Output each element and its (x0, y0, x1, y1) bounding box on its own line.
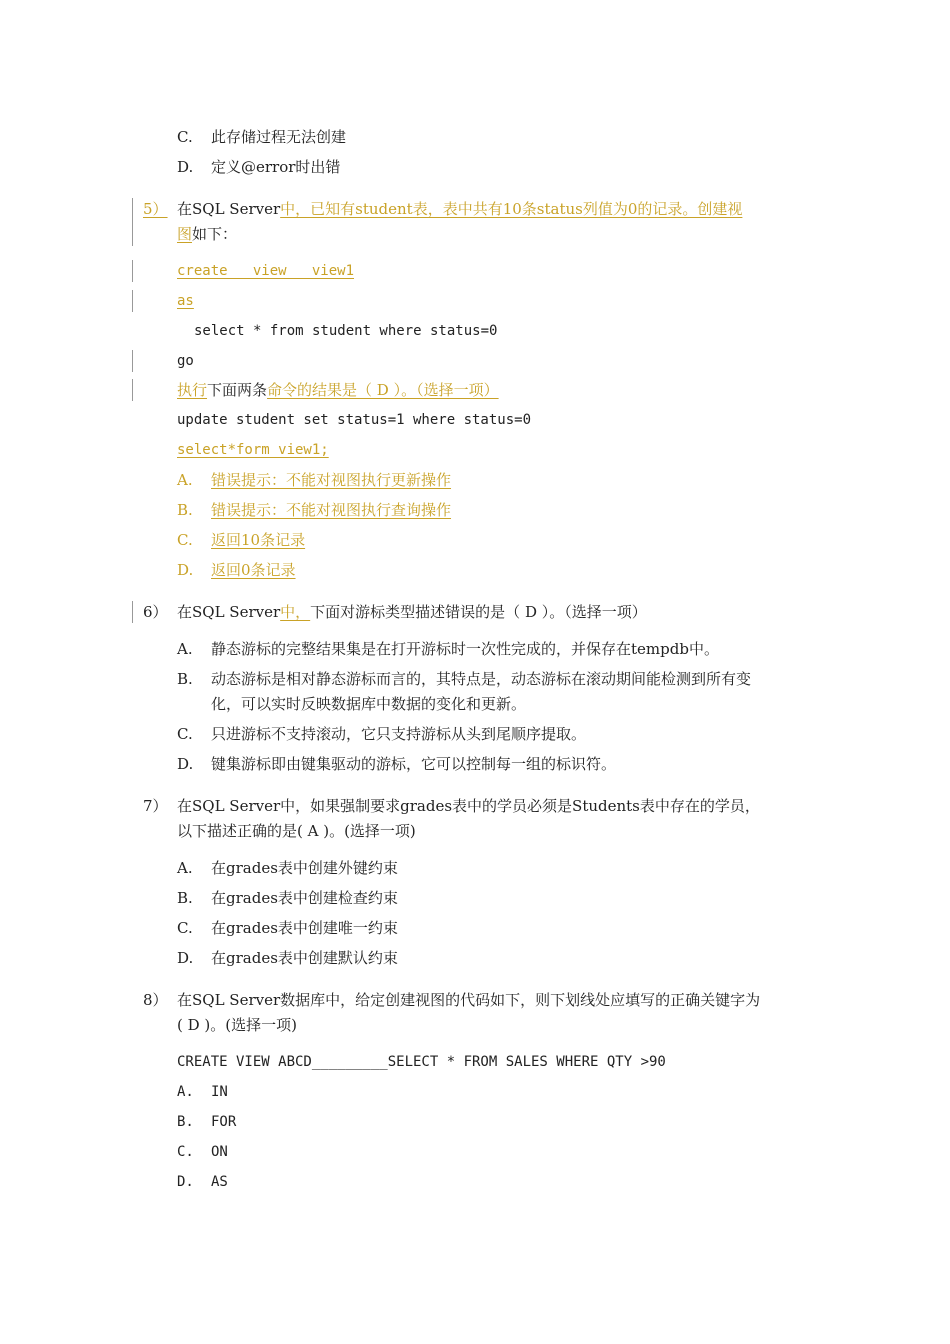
q7-number: 7） (143, 797, 168, 815)
q6-option-b-cont: 化，可以实时反映数据库中数据的变化和更新。 (211, 695, 527, 713)
q5-stem-line1: 在SQL Server中，已知有student表，表中共有10条status列值为0的记录。创建视 (177, 200, 743, 218)
revision-bar (132, 601, 133, 623)
q5-option-a: A. 错误提示：不能对视图执行更新操作 (177, 471, 452, 489)
revision-bar (132, 379, 133, 401)
q5-code-as: as (177, 293, 194, 309)
q6-option-d: D. 键集游标即由键集驱动的游标，它可以控制每一组的标识符。 (177, 755, 617, 773)
q7-option-a: A. 在grades表中创建外键约束 (177, 859, 398, 877)
q5-exec-line: 执行下面两条命令的结果是（ D ）。（选择一项） (177, 381, 499, 399)
q5-code-go: go (177, 353, 194, 369)
q6-option-c: C. 只进游标不支持滚动，它只支持游标从头到尾顺序提取。 (177, 725, 587, 743)
q6-option-b: B. 动态游标是相对静态游标而言的，其特点是，动态游标在滚动期间能检测到所有变 (177, 670, 752, 688)
revision-bar (132, 290, 133, 312)
q7-option-d: D. 在grades表中创建默认约束 (177, 949, 398, 967)
q6-option-a: A. 静态游标的完整结果集是在打开游标时一次性完成的，并保存在tempdb中。 (177, 640, 719, 658)
q5-option-c: C. 返回10条记录 (177, 531, 306, 549)
q5-code-select: select * from student where status=0 (194, 323, 498, 339)
q4-option-d: D. 定义@error时出错 (177, 158, 341, 176)
revision-bar (132, 350, 133, 372)
q6-number: 6） (143, 603, 168, 621)
revision-bar (132, 198, 133, 246)
q7-option-c: C. 在grades表中创建唯一约束 (177, 919, 398, 937)
q5-code-create: create view view1 (177, 263, 355, 279)
q4-option-c: C. 此存储过程无法创建 (177, 128, 347, 146)
q7-stem-line2: 以下描述正确的是( A )。(选择一项) (177, 822, 416, 840)
q5-option-d: D. 返回0条记录 (177, 561, 296, 579)
q8-option-d: D. AS (177, 1174, 228, 1190)
q6-stem: 在SQL Server中，下面对游标类型描述错误的是（ D ）。（选择一项） (177, 603, 647, 621)
q8-code: CREATE VIEW ABCD_________SELECT * FROM SALES WHERE QTY >90 (177, 1054, 666, 1070)
q8-option-a: A. IN (177, 1084, 228, 1100)
q8-stem-line1: 在SQL Server数据库中，给定创建视图的代码如下，则下划线处应填写的正确关键字为 (177, 991, 761, 1009)
q5-code-update: update student set status=1 where status=0 (177, 412, 532, 428)
q5-option-b: B. 错误提示：不能对视图执行查询操作 (177, 501, 452, 519)
q7-option-b: B. 在grades表中创建检查约束 (177, 889, 398, 907)
q8-option-b: B. FOR (177, 1114, 237, 1130)
q5-code-select-view: select*form view1; (177, 442, 329, 458)
revision-bar (132, 260, 133, 282)
q8-stem-line2: ( D )。(选择一项) (177, 1016, 297, 1034)
q5-stem-line2: 图如下： (177, 225, 238, 243)
q8-option-c: C. ON (177, 1144, 228, 1160)
q5-number: 5） (143, 200, 168, 218)
q7-stem-line1: 在SQL Server中，如果强制要求grades表中的学员必须是Students表中存在的学员， (177, 797, 760, 815)
q8-number: 8） (143, 991, 168, 1009)
